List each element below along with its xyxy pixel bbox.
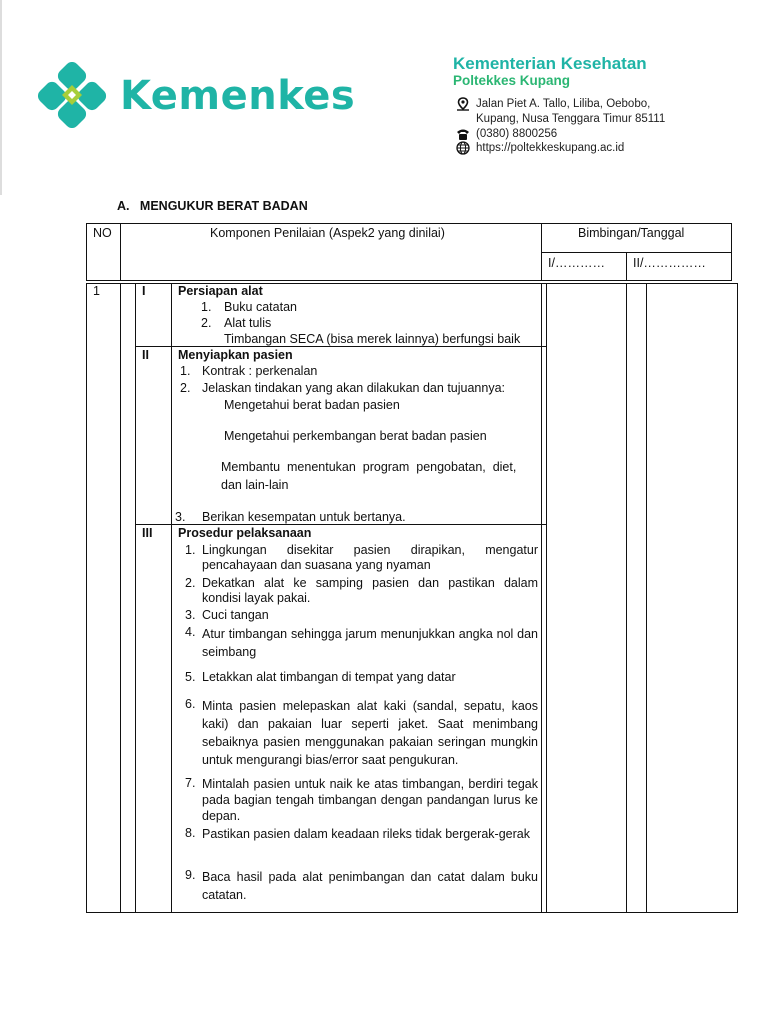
- step-2-title: Menyiapkan pasien: [178, 348, 293, 362]
- globe-icon: [455, 141, 471, 155]
- list-item: Dekatkan alat ke samping pasien dan pastikan dalam kondisi layak pakai.: [202, 576, 538, 605]
- kemenkes-logo-icon: [38, 62, 108, 128]
- header-component: Komponen Penilaian (Aspek2 yang dinilai): [210, 226, 445, 240]
- ministry-name: Kementerian Kesehatan: [453, 54, 647, 73]
- step-1-roman: I: [142, 284, 146, 298]
- list-item-number: 5.: [185, 670, 196, 684]
- purpose-item: Membantu menentukan program pengobatan, diet,: [221, 460, 517, 474]
- list-item: Kontrak : perkenalan: [202, 364, 318, 378]
- brand-wordmark: Kemenkes: [120, 73, 356, 119]
- list-item-number: 7.: [185, 776, 196, 790]
- list-item: Timbangan SECA (bisa merek lainnya) berfungsi baik: [224, 332, 521, 346]
- list-item: Mintalah pasien untuk naik ke atas timbangan, berdiri tegak pada bagian tengah timbangan dengan pandangan lurus ke depan.: [202, 777, 538, 823]
- list-item-number: 2.: [201, 316, 212, 330]
- purpose-item: Mengetahui perkembangan berat badan pasien: [224, 429, 487, 443]
- list-item-number: 2.: [180, 381, 191, 395]
- list-item: Cuci tangan: [202, 608, 269, 622]
- list-item-number: 1.: [185, 543, 196, 557]
- location-pin-icon: [455, 97, 471, 111]
- list-item: Berikan kesempatan untuk bertanya.: [202, 510, 406, 524]
- guidance-date-2[interactable]: II/……………: [633, 256, 706, 270]
- list-item: Pastikan pasien dalam keadaan rileks tidak bergerak-gerak: [202, 827, 530, 841]
- step-2-roman: II: [142, 348, 149, 362]
- list-item: Baca hasil pada alat penimbangan dan catat dalam buku catatan.: [202, 870, 538, 902]
- list-item-number: 8.: [185, 826, 196, 840]
- list-item-number: 1.: [201, 300, 212, 314]
- institution-name: Poltekkes Kupang: [453, 73, 571, 88]
- header-guidance: Bimbingan/Tanggal: [578, 226, 685, 240]
- list-item-number: 3.: [185, 608, 196, 622]
- list-item: Buku catatan: [224, 300, 297, 314]
- list-item-number: 9.: [185, 868, 196, 882]
- row-number: 1: [93, 284, 100, 298]
- step-3-roman: III: [142, 526, 153, 540]
- header-no: NO: [93, 226, 112, 240]
- list-item-number: 4.: [185, 625, 196, 639]
- list-item: Letakkan alat timbangan di tempat yang datar: [202, 670, 456, 684]
- page-edge-line: [0, 0, 2, 195]
- purpose-item: Mengetahui berat badan pasien: [224, 398, 400, 412]
- address-line-2: Kupang, Nusa Tenggara Timur 85111: [476, 113, 666, 125]
- list-item-number: 6.: [185, 697, 196, 711]
- list-item: Minta pasien melepaskan alat kaki (sandal, sepatu, kaos kaki) dan pakaian luar seperti jaket. Saat menimbang sebaiknya pasien menggunakan pakaian seringan mungkin untuk mengurangi bias/error saat pengukuran.: [202, 699, 538, 767]
- list-item-number: 3.: [175, 510, 186, 524]
- website-link[interactable]: https://poltekkeskupang.ac.id: [476, 142, 625, 154]
- section-title: A. MENGUKUR BERAT BADAN: [117, 199, 308, 213]
- guidance-date-1[interactable]: I/…………: [548, 256, 605, 270]
- list-item: Jelaskan tindakan yang akan dilakukan dan tujuannya:: [202, 381, 505, 395]
- list-item: Atur timbangan sehingga jarum menunjukkan angka nol dan seimbang: [202, 627, 538, 659]
- step-3-title: Prosedur pelaksanaan: [178, 526, 312, 540]
- list-item-number: 1.: [180, 364, 191, 378]
- purpose-item-cont: dan lain-lain: [221, 478, 289, 492]
- list-item: Lingkungan disekitar pasien dirapikan, mengatur pencahayaan dan suasana yang nyaman: [202, 543, 538, 572]
- list-item-number: 2.: [185, 576, 196, 590]
- phone-number: (0380) 8800256: [476, 128, 558, 140]
- letterhead: [0, 0, 768, 195]
- phone-icon: [455, 127, 471, 141]
- address-line-1: Jalan Piet A. Tallo, Liliba, Oebobo,: [476, 98, 651, 110]
- list-item: Alat tulis: [224, 316, 272, 330]
- step-1-title: Persiapan alat: [178, 284, 263, 298]
